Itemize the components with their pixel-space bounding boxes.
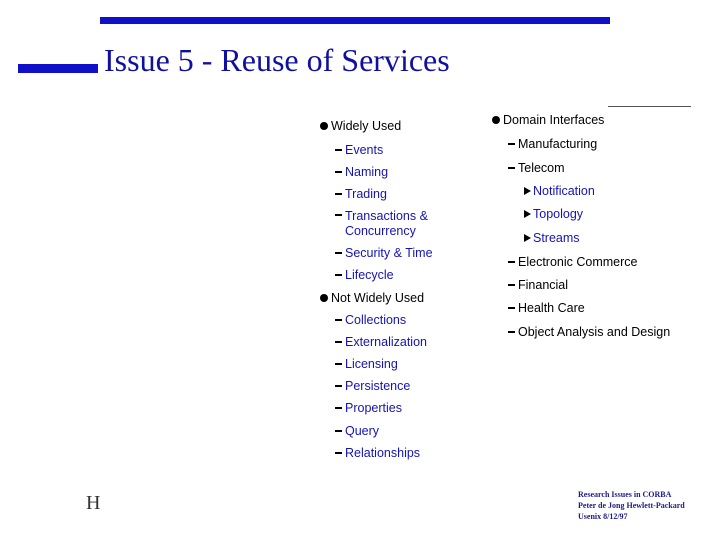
dash-icon	[508, 307, 515, 309]
dash-icon	[508, 331, 515, 333]
list-item-object-analysis: Object Analysis and Design	[508, 326, 670, 339]
company-logo: H	[86, 492, 101, 514]
list-item-collections: Collections	[335, 314, 406, 327]
dash-icon	[335, 452, 342, 454]
list-item-trading: Trading	[335, 188, 387, 201]
dash-icon	[335, 274, 342, 276]
bullet-dot-icon	[320, 122, 328, 130]
dash-icon	[508, 261, 515, 263]
list-item-domain-interfaces: Domain Interfaces	[492, 114, 604, 127]
dash-icon	[335, 214, 342, 216]
dash-icon	[335, 385, 342, 387]
dash-icon	[335, 407, 342, 409]
list-item-widely-used: Widely Used	[320, 120, 401, 133]
left-accent-bar	[18, 64, 98, 73]
dash-icon	[335, 363, 342, 365]
triangle-bullet-icon	[524, 210, 531, 218]
list-item-transactions: Transactions & Concurrency	[335, 209, 455, 239]
footer-citation	[578, 489, 685, 522]
list-item-security-time: Security & Time	[335, 247, 433, 260]
dash-icon	[335, 149, 342, 151]
list-item-manufacturing: Manufacturing	[508, 138, 597, 151]
dash-icon	[335, 319, 342, 321]
dash-icon	[335, 430, 342, 432]
list-item-not-widely-used: Not Widely Used	[320, 292, 424, 305]
footer-line-venue: Usenix 8/12/97	[578, 512, 628, 521]
list-item-naming: Naming	[335, 166, 388, 179]
dash-icon	[508, 143, 515, 145]
list-item-licensing: Licensing	[335, 358, 398, 371]
list-item-relationships: Relationships	[335, 447, 420, 460]
dash-icon	[508, 167, 515, 169]
list-item-events: Events	[335, 144, 383, 157]
footer-line-author: Peter de Jong Hewlett-Packard	[578, 501, 685, 510]
divider-line	[608, 106, 691, 107]
list-item-query: Query	[335, 425, 379, 438]
bullet-dot-icon	[492, 116, 500, 124]
dash-icon	[335, 193, 342, 195]
top-accent-bar	[100, 17, 610, 24]
triangle-bullet-icon	[524, 234, 531, 242]
dash-icon	[335, 171, 342, 173]
list-item-streams: Streams	[524, 232, 580, 245]
list-item-electronic-commerce: Electronic Commerce	[508, 256, 637, 269]
list-item-notification: Notification	[524, 185, 595, 198]
list-item-persistence: Persistence	[335, 380, 410, 393]
triangle-bullet-icon	[524, 187, 531, 195]
bullet-dot-icon	[320, 294, 328, 302]
list-item-health-care: Health Care	[508, 302, 585, 315]
list-item-externalization: Externalization	[335, 336, 427, 349]
footer-line-title: Research Issues in CORBA	[578, 490, 672, 499]
slide-title: Issue 5 - Reuse of Services	[104, 42, 450, 78]
dash-icon	[335, 252, 342, 254]
dash-icon	[508, 284, 515, 286]
list-item-topology: Topology	[524, 208, 583, 221]
list-item-telecom: Telecom	[508, 162, 565, 175]
list-item-financial: Financial	[508, 279, 568, 292]
list-item-lifecycle: Lifecycle	[335, 269, 394, 282]
dash-icon	[335, 341, 342, 343]
list-item-properties: Properties	[335, 402, 402, 415]
